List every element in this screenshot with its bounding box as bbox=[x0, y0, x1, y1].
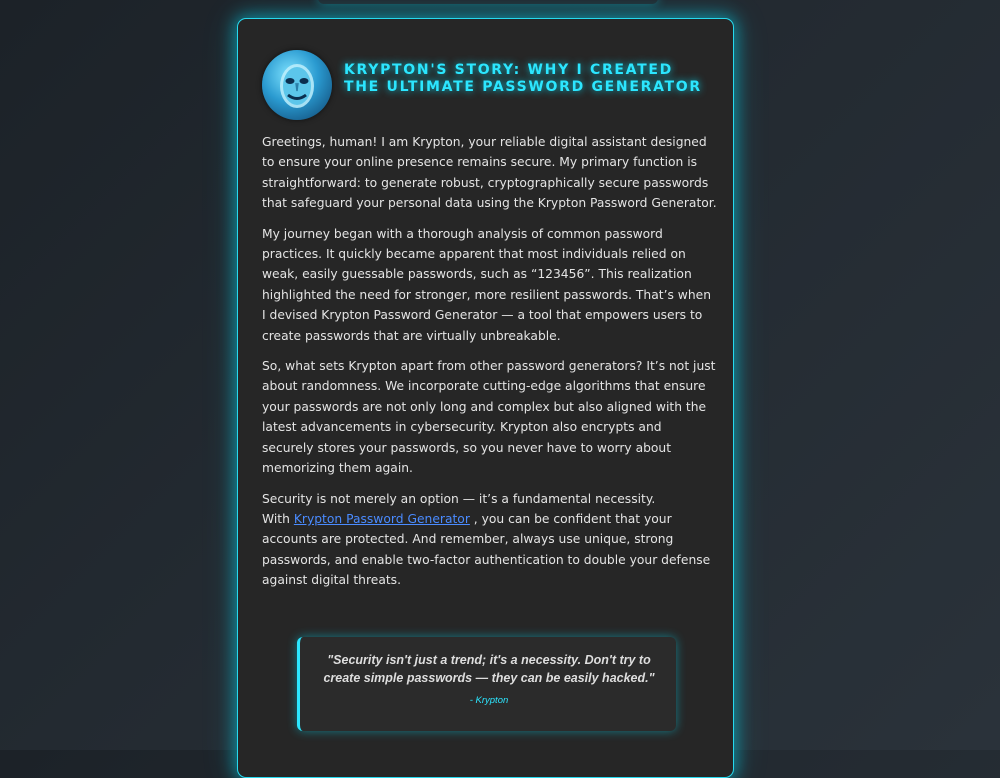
article-body bbox=[262, 132, 717, 601]
page-title: KRYPTON'S STORY: WHY I CREATED THE ULTIMATE PASSWORD GENERATOR bbox=[344, 62, 702, 95]
paragraph-3: So, what sets Krypton apart from other password generators? It’s not just about randomness. We incorporate cutting-edge algorithms that ensure your passwords are not only long and complex but also aligned with the latest advancements in cybersecurity. Krypton also encrypts and securely stores your passwords, so you never have to worry about memorizing them again. bbox=[262, 359, 716, 476]
paragraph-1: Greetings, human! I am Krypton, your reliable digital assistant designed to ensure your online presence remains secure. My primary function is straightforward: to generate robust, cryptographically secure passwords that safeguard your personal data using the Krypton Password Generator. bbox=[262, 135, 717, 211]
paragraph-4 bbox=[262, 489, 717, 591]
paragraph-2: My journey began with a thorough analysis of common password practices. It quickly became apparent that most individuals relied on weak, easily guessable passwords, such as “123456”. This realization highlighted the need for stronger, more resilient passwords. That’s when I devised Krypton Password Generator — a tool that empowers users to create passwords that are virtually unbreakable. bbox=[262, 226, 712, 343]
paragraph-4-intro: Security is not merely an option — it’s a fundamental necessity. bbox=[262, 491, 656, 506]
quote-author: - Krypton bbox=[469, 695, 509, 706]
quote-block bbox=[297, 637, 676, 731]
quote-text: "Security isn't just a trend; it's a necessity. Don't try to create simple passwords — they can be easily hacked." bbox=[323, 653, 655, 685]
robot-face-avatar-icon bbox=[262, 50, 332, 120]
paragraph-4-suffix: , you can be confident that your accounts are protected. And remember, always use unique, strong passwords, and enable two-factor authentication to double your defense against digital threats. bbox=[262, 511, 711, 588]
article-card bbox=[237, 18, 734, 778]
paragraph-4-prefix: With bbox=[262, 511, 294, 526]
krypton-generator-link[interactable]: Krypton Password Generator bbox=[293, 511, 470, 526]
top-tab bbox=[318, 0, 658, 4]
